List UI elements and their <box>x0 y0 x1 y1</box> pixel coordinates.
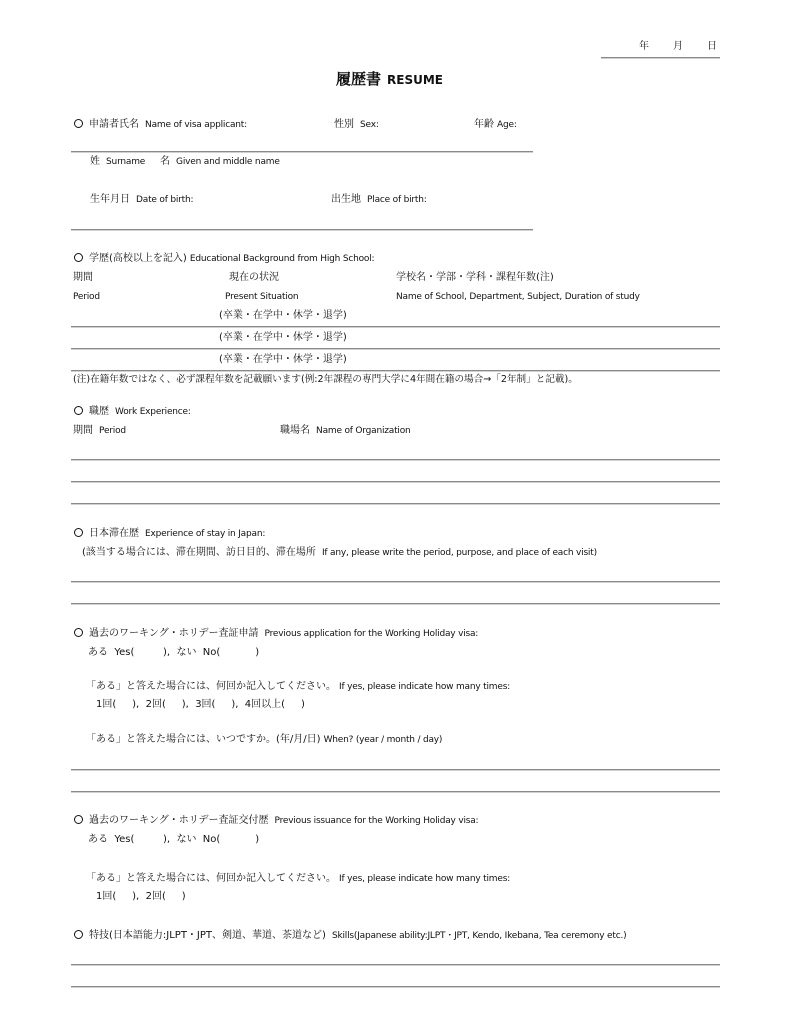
wh-application-yes-no[interactable]: ある Yes( ), ない No( ) <box>88 647 260 658</box>
edu-row-line[interactable] <box>71 348 720 350</box>
wh-issuance-yes-no[interactable]: ある Yes( ), ない No( ) <box>88 834 260 845</box>
sex-label: 性別 Sex: <box>334 119 379 130</box>
age-label: 年齢 Age: <box>474 119 517 130</box>
title-jp: 履歴書 <box>336 70 382 88</box>
dob-label: 生年月日 Date of birth: <box>90 194 194 205</box>
date-month-label: 月 <box>673 41 683 52</box>
name-field-line[interactable] <box>71 151 533 153</box>
edu-col-status-en: Present Situation <box>225 292 299 302</box>
title-en: RESUME <box>387 73 443 87</box>
skills-line[interactable] <box>71 986 720 988</box>
date-year-label: 年 <box>639 41 649 52</box>
circle-bullet-icon <box>74 253 83 262</box>
wh-application-when-question: 「ある」と答えた場合には、いつですか。(年/月/日) When? (year / month / day) <box>86 734 443 745</box>
pob-label: 出生地 Place of birth: <box>331 194 427 205</box>
wh-issuance-count-question: 「ある」と答えた場合には、何回か記入してください。 If yes, please indicate how many times: <box>86 873 511 884</box>
edu-row-line[interactable] <box>71 370 720 372</box>
wh-issuance-heading: 過去のワーキング・ホリデー査証交付歴 Previous issuance for the Working Holiday visa: <box>74 815 478 827</box>
edu-row-status[interactable]: (卒業・在学中・休学・退学) <box>219 332 347 343</box>
edu-row-line[interactable] <box>71 326 720 328</box>
circle-bullet-icon <box>74 930 83 939</box>
wh-issuance-count-options[interactable]: 1回( ), 2回( ) <box>96 891 186 902</box>
japan-stay-line[interactable] <box>71 581 720 583</box>
work-line[interactable] <box>71 459 720 461</box>
page-title <box>336 70 443 91</box>
skills-heading: 特技(日本語能力:JLPT・JPT、剣道、華道、茶道など) Skills(Japanese ability:JLPT・JPT, Kendo, Ikebana, Tea ceremony etc.) <box>74 930 626 942</box>
circle-bullet-icon <box>74 815 83 824</box>
surname-label: 姓 Surname <box>90 156 146 167</box>
edu-col-status-jp: 現在の状況 <box>229 272 279 283</box>
circle-bullet-icon <box>74 406 83 415</box>
work-line[interactable] <box>71 481 720 483</box>
edu-row-status[interactable]: (卒業・在学中・休学・退学) <box>219 310 347 321</box>
work-col-period: 期間 Period <box>73 425 126 436</box>
given-name-label: 名 Given and middle name <box>160 156 280 167</box>
circle-bullet-icon <box>74 628 83 637</box>
wh-application-heading: 過去のワーキング・ホリデー査証申請 Previous application for the Working Holiday visa: <box>74 628 478 640</box>
japan-stay-sub: (該当する場合には、滞在期間、訪日目的、滞在場所 If any, please write the period, purpose, and place of each visit) <box>82 547 597 558</box>
circle-bullet-icon <box>74 528 83 537</box>
japan-stay-line[interactable] <box>71 603 720 605</box>
edu-col-period-en: Period <box>73 292 100 302</box>
circle-bullet-icon <box>74 119 83 128</box>
wh-application-count-question: 「ある」と答えた場合には、何回か記入してください。 If yes, please indicate how many times: <box>86 681 511 692</box>
edu-col-school-jp: 学校名・学部・学科・課程年数(注) <box>396 272 554 283</box>
dob-field-line[interactable] <box>71 229 533 231</box>
wh-application-count-options[interactable]: 1回( ), 2回( ), 3回( ), 4回以上( ) <box>96 699 305 710</box>
wh-application-when-line[interactable] <box>71 769 720 771</box>
edu-row-status[interactable]: (卒業・在学中・休学・退学) <box>219 354 347 365</box>
date-day-label: 日 <box>707 41 717 52</box>
skills-line[interactable] <box>71 964 720 966</box>
work-col-org: 職場名 Name of Organization <box>280 425 411 436</box>
date-field-line[interactable] <box>601 57 720 59</box>
edu-col-school-en: Name of School, Department, Subject, Duration of study <box>396 292 640 302</box>
edu-col-period-jp: 期間 <box>73 272 93 283</box>
japan-stay-heading: 日本滞在歴 Experience of stay in Japan: <box>74 528 265 540</box>
applicant-name-heading: 申請者氏名 Name of visa applicant: <box>74 119 247 131</box>
education-note: (注)在籍年数ではなく、必ず課程年数を記載願います(例:2年課程の専門大学に4年間在籍の場合→「2年制」と記載)。 <box>73 374 578 385</box>
wh-application-when-line[interactable] <box>71 791 720 793</box>
work-heading: 職歴 Work Experience: <box>74 406 191 418</box>
education-heading: 学歴(高校以上を記入) Educational Background from High School: <box>74 253 374 265</box>
work-line[interactable] <box>71 503 720 505</box>
